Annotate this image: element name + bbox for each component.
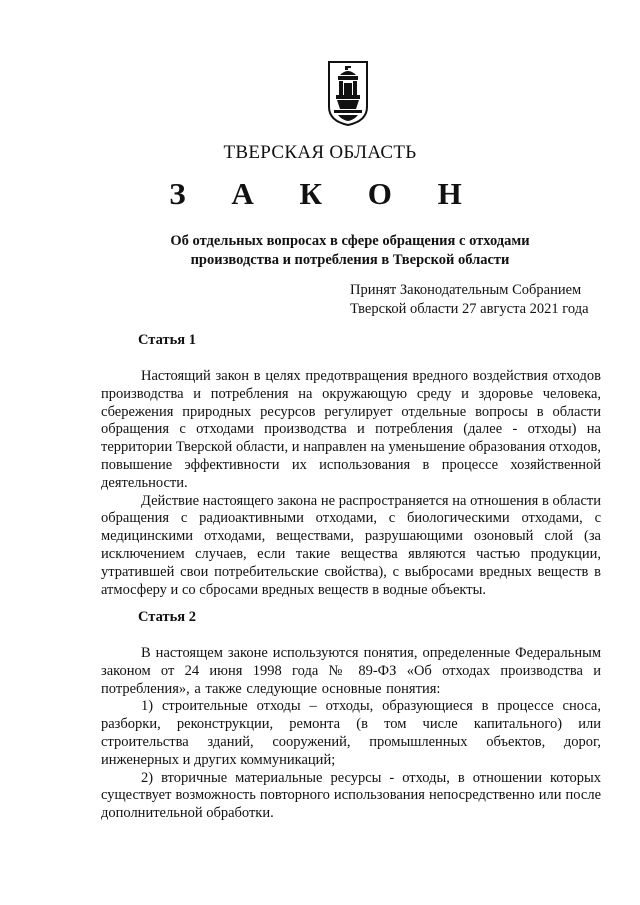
adoption-line-1: Принят Законодательным Собранием: [350, 282, 582, 298]
article-1-paragraph: Действие настоящего закона не распространяется на отношения в области обращения с радиоактивными отходами, с биологическими отходами, с медицинскими отходами, веществами, разрушающими озоновый слой (за исключением случаев, если такие вещества являются частью продукции, утратившей свои потребительские свойства), с выбросами вредных веществ в атмосферу и со сбросами вредных веществ в водные объекты.: [101, 492, 601, 598]
law-subject-line-2: производства и потребления в Тверской области: [190, 252, 510, 268]
region-name: ТВЕРСКАЯ ОБЛАСТЬ: [223, 142, 417, 163]
article-2-heading: Статья 2: [138, 609, 196, 625]
article-2-body: [101, 645, 601, 823]
document-type-title: З А К О Н: [169, 176, 481, 211]
article-2-definition-item: 2) вторичные материальные ресурсы - отходы, в отношении которых существует возможность повторного использования непосредственно или после дополнительной обработки.: [101, 769, 601, 822]
article-1-body: [101, 368, 601, 599]
law-subject-line-1: Об отдельных вопросах в сфере обращения с отходами: [170, 233, 530, 249]
article-2-definition-item: 1) строительные отходы – отходы, образующиеся в процессе сноса, разборки, реконструкции, ремонта (в том числе капитального) или строительства зданий, сооружений, промышленных объектов, дорог, инженерных и других коммуникаций;: [101, 698, 601, 768]
article-1-paragraph: Настоящий закон в целях предотвращения вредного воздействия отходов производства и потребления на окружающую среду и здоровье человека, сбережения природных ресурсов регулирует отдельные вопросы в области обращения с отходами производства и потребления (далее - отходы) на территории Тверской области, и направлен на уменьшение образования отходов, повышение эффективности их использования в процессе хозяйственной деятельности.: [101, 368, 601, 491]
article-1-heading: Статья 1: [138, 332, 196, 348]
law-subject: [120, 232, 580, 270]
article-2-paragraph: В настоящем законе используются понятия, определенные Федеральным законом от 24 июня 1998 года № 89-ФЗ «Об отходах производства и потребления», а также следующие основные понятия:: [101, 645, 601, 697]
adoption-note: [350, 281, 610, 319]
adoption-line-2: Тверской области 27 августа 2021 года: [350, 301, 589, 317]
coat-of-arms-icon: [326, 59, 370, 127]
